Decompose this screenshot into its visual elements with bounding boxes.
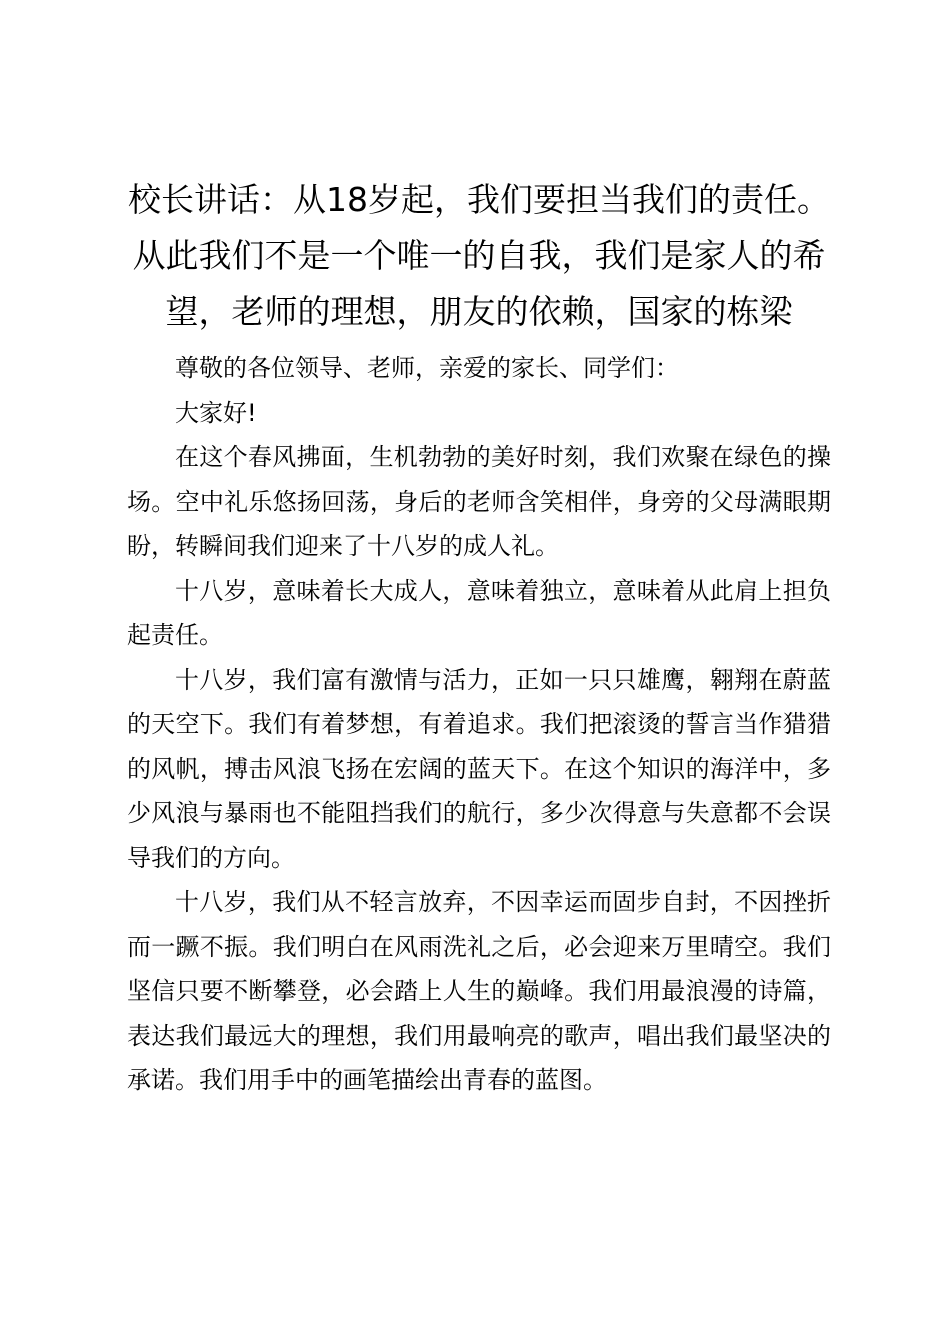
paragraph: 十八岁，我们从不轻言放弃，不因幸运而固步自封，不因挫折而一蹶不振。我们明白在风雨洗礼之后，必会迎来万里晴空。我们坚信只要不断攀登，必会踏上人生的巅峰。我们用最浪漫的诗篇，表达我们最远大的理想，我们用最响亮的歌声，唱出我们最坚决的承诺。我们用手中的画笔描绘出青春的蓝图。 xyxy=(127,888,831,1094)
paragraph: 十八岁，我们富有激情与活力，正如一只只雄鹰，翱翔在蔚蓝的天空下。我们有着梦想，有着追求。我们把滚烫的誓言当作猎猎的风帆，搏击风浪飞扬在宏阔的蓝天下。在这个知识的海洋中，多少风浪与暴雨也不能阻挡我们的航行，多少次得意与失意都不会误导我们的方向。 xyxy=(127,665,831,872)
paragraph: 十八岁，意味着长大成人，意味着独立，意味着从此肩上担负起责任。 xyxy=(127,576,831,649)
document-page xyxy=(127,172,831,1103)
document-title: 校长讲话：从18岁起，我们要担当我们的责任。从此我们不是一个唯一的自我，我们是家人的希望，老师的理想，朋友的依赖，国家的栋梁 xyxy=(128,180,830,331)
paragraph-salutation: 尊敬的各位领导、老师，亲爱的家长、同学们： xyxy=(175,354,679,382)
paragraph-greeting: 大家好! xyxy=(175,398,257,427)
paragraph: 在这个春风拂面，生机勃勃的美好时刻，我们欢聚在绿色的操场。空中礼乐悠扬回荡，身后的老师含笑相伴，身旁的父母满眼期盼，转瞬间我们迎来了十八岁的成人礼。 xyxy=(127,443,831,560)
document-body xyxy=(127,346,831,1103)
